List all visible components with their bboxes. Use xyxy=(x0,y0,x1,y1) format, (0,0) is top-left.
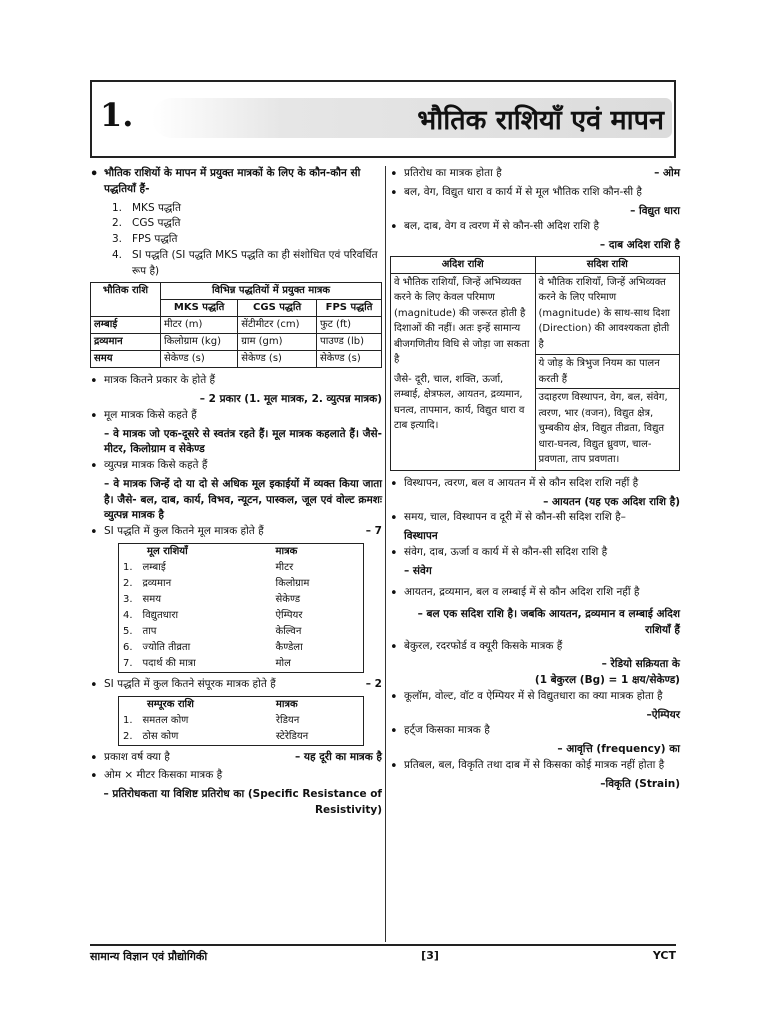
row-number: 7. xyxy=(123,657,133,669)
left-column xyxy=(90,166,382,819)
question-text: • प्रतिरोध का मात्रक होता है xyxy=(404,167,502,179)
table-cell: समतल कोण xyxy=(142,714,189,726)
question: • संवेग, दाब, ऊर्जा व कार्य में से कौन-सी सदिश राशि है xyxy=(390,545,680,561)
table-row xyxy=(119,576,364,592)
list-text: FPS पद्धति xyxy=(132,233,178,245)
page-number: [3] xyxy=(421,949,439,962)
question xyxy=(390,166,680,182)
table-row xyxy=(91,351,382,368)
table-header: CGS पद्धति xyxy=(238,300,317,317)
question: • विस्थापन, त्वरण, बल व आयतन में से कौन सदिश राशि नहीं है xyxy=(390,476,680,492)
table-cell: समय xyxy=(142,593,162,605)
table-cell xyxy=(535,273,680,470)
table-cell: किलोग्राम xyxy=(275,577,310,589)
question: • हर्ट्ज किसका मात्रक है xyxy=(390,723,680,739)
scalar-vector-table xyxy=(390,256,680,471)
table-cell: स्टेरेडियन xyxy=(275,730,309,742)
unit-systems-table xyxy=(90,282,382,368)
answer: – आयतन (यह एक अदिश राशि है) xyxy=(543,495,680,508)
table-cell: किलोग्राम (kg) xyxy=(161,334,238,351)
page-footer xyxy=(90,944,676,964)
row-number: 1. xyxy=(123,714,133,726)
list-number: 2. xyxy=(112,217,123,230)
answer: –ऐम्पियर xyxy=(646,708,680,721)
question: • मात्रक कितने प्रकार के होते हैं xyxy=(90,373,382,389)
question: • समय, चाल, विस्थापन व दूरी में से कौन-सी सदिश राशि है– xyxy=(390,510,680,526)
answer: – दाब अदिश राशि है xyxy=(599,239,680,251)
scalar-examples: जैसे- दूरी, चाल, शक्ति, ऊर्जा, लम्बाई, क्षेत्रफल, आयतन, द्रव्यमान, घनत्व, तापमान, कार्य, विद्युत धारा व टाब इत्यादि। xyxy=(394,373,525,432)
table-cell: सेंटीमीटर (cm) xyxy=(238,317,317,334)
list-text: CGS पद्धति xyxy=(132,217,181,230)
table-cell: मीटर xyxy=(275,561,294,573)
question-text: • प्रकाश वर्ष क्या है xyxy=(104,750,170,763)
list-text: MKS पद्धति xyxy=(132,201,182,214)
table-cell xyxy=(391,273,536,470)
table-cell: लम्बाई xyxy=(142,561,166,573)
list-item xyxy=(112,248,382,280)
table-cell: ऐम्पियर xyxy=(275,609,303,621)
question: • व्युत्पन्न मात्रक किसे कहते हैं xyxy=(90,458,382,474)
answer: – वे मात्रक जिन्हें दो या दो से अधिक मूल इकाईयों में व्यक्त किया जाता है। जैसे- बल, दाब, कार्य, विभव, न्यूटन, पास्कल, जूल एवं वोल्ट क्रमशः व्युत्पन्न मात्रक है xyxy=(104,477,382,522)
answer-note: (1 बेकुरल (Bg) = 1 क्षय/सेकेण्ड) xyxy=(534,674,680,686)
table-cell: लम्बाई xyxy=(91,317,161,334)
row-number: 2. xyxy=(123,577,133,589)
question: • आयतन, द्रव्यमान, बल व लम्बाई में से कौन अदिश राशि नहीं है xyxy=(390,585,680,601)
table-header: विभिन्न पद्धतियों में प्रयुक्त मात्रक xyxy=(161,283,382,300)
list-item xyxy=(112,201,382,217)
answer: – संवेग xyxy=(404,564,432,577)
row-number: 6. xyxy=(123,641,133,653)
list-number: 4. xyxy=(112,248,123,261)
row-number: 4. xyxy=(123,609,133,621)
base-quantities-table xyxy=(118,543,364,673)
table-cell: समय xyxy=(91,351,161,368)
table-cell: ग्राम (gm) xyxy=(238,334,317,351)
table-row xyxy=(119,729,364,746)
table-cell: सेकेण्ड (s) xyxy=(161,351,238,368)
row-number: 3. xyxy=(123,593,133,605)
question xyxy=(90,524,382,540)
table-row xyxy=(119,640,364,656)
table-cell: द्रव्यमान xyxy=(142,577,172,589)
list-number: 3. xyxy=(112,233,123,245)
question: • बल, दाब, वेग व त्वरण में से कौन-सी अदिश राशि है xyxy=(390,219,680,235)
chapter-header xyxy=(90,80,676,158)
answer: – यह दूरी का मात्रक है xyxy=(295,750,382,763)
table-cell: ताप xyxy=(142,625,157,637)
table-header: अदिश राशि xyxy=(391,256,536,273)
table-row xyxy=(119,656,364,673)
table-header: मूल राशियाँ xyxy=(147,545,188,557)
chapter-number: 1. xyxy=(100,96,134,134)
column-divider xyxy=(385,166,386,942)
question: • प्रतिबल, बल, विकृति तथा दाब में से किसका कोई मात्रक नहीं होता है xyxy=(390,758,680,774)
table-row xyxy=(119,624,364,640)
table-cell: सेकेण्ड (s) xyxy=(238,351,317,368)
footer-book-title: सामान्य विज्ञान एवं प्रौद्योगिकी xyxy=(90,950,208,963)
list-text: SI पद्धति (SI पद्धति MKS पद्धति का ही संशोधित एवं परिवर्धित रूप है) xyxy=(132,248,378,277)
table-header: सम्पूरक राशि xyxy=(147,698,194,710)
chapter-title: भौतिक राशियाँ एवं मापन xyxy=(417,105,664,136)
publisher: YCT xyxy=(652,949,676,962)
table-header: मात्रक xyxy=(275,545,298,557)
question-text: • SI पद्धति में कुल कितने संपूरक मात्रक होते हैं xyxy=(104,677,276,690)
row-number: 1. xyxy=(123,561,133,573)
table-cell: द्रव्यमान xyxy=(91,334,161,351)
question: • ओम × मीटर किसका मात्रक है xyxy=(90,768,382,784)
list-item xyxy=(112,216,382,232)
answer: – वे मात्रक जो एक-दूसरे से स्वतंत्र रहते हैं। मूल मात्रक कहलाते हैं। जैसे- मीटर, किलोग्राम व सेकेण्ड xyxy=(104,427,382,456)
systems-list xyxy=(90,201,382,280)
table-cell: ज्योति तीव्रता xyxy=(142,641,191,653)
table-cell: पदार्थ की मात्रा xyxy=(142,657,196,669)
question-text: • SI पद्धति में कुल कितने मूल मात्रक होते हैं xyxy=(104,525,264,537)
answer: – रेडियो सक्रियता के xyxy=(601,658,680,671)
table-cell: मोल xyxy=(275,657,291,669)
table-cell: सेकेण्ड xyxy=(275,593,301,605)
question: • भौतिक राशियों के मापन में प्रयुक्त मात्रकों के लिए के कौन-कौन सी पद्धतियाँ हैं- xyxy=(90,166,382,198)
table-header: भौतिक राशि xyxy=(91,283,161,317)
list-number: 1. xyxy=(112,201,123,214)
table-cell: पाउण्ड (lb) xyxy=(317,334,382,351)
list-item xyxy=(112,232,382,248)
table-row xyxy=(119,608,364,624)
table-cell: सेकेण्ड (s) xyxy=(317,351,382,368)
table-cell: ठोस कोण xyxy=(142,730,179,742)
table-header: FPS पद्धति xyxy=(317,300,382,317)
answer: – आवृत्ति (frequency) का xyxy=(557,743,680,755)
vector-rule: ये जोड़ के त्रिभुज नियम का पालन करती हैं xyxy=(536,354,680,388)
table-header: सदिश राशि xyxy=(535,256,680,273)
table-cell: केल्विन xyxy=(275,625,302,637)
table-header: MKS पद्धति xyxy=(161,300,238,317)
table-cell: विद्युतधारा xyxy=(142,609,179,621)
table-cell: मीटर (m) xyxy=(161,317,238,334)
scalar-definition: वे भौतिक राशियाँ, जिन्हें अभिव्यक्त करने के लिए केवल परिमाण (magnitude) की जरूरत होती है दिशाओं की नहीं। अतः इन्हें सामान्य बीजगणितीय विधि से जोड़ा जा सकता है xyxy=(394,276,530,366)
table-cell: फुट (ft) xyxy=(317,317,382,334)
question xyxy=(90,750,382,766)
table-row xyxy=(119,592,364,608)
answer: विस्थापन xyxy=(404,530,438,542)
answer: – प्रतिरोधकता या विशिष्ट प्रतिरोध का (Specific Resistance of Resistivity) xyxy=(103,788,382,816)
question: • बल, वेग, विद्युत धारा व कार्य में से मूल भौतिक राशि कौन-सी है xyxy=(390,185,680,201)
answer: – बल एक सदिश राशि है। जबकि आयतन, द्रव्यमान व लम्बाई अदिश राशियाँ हैं xyxy=(417,608,680,636)
table-cell: कैण्डेला xyxy=(275,641,303,653)
table-row xyxy=(119,560,364,576)
answer: –विकृति (Strain) xyxy=(600,777,680,790)
question: • कूलॉम, वोल्ट, वॉट व ऐम्पियर में से विद्युतधारा का क्या मात्रक होता है xyxy=(390,689,680,705)
question xyxy=(90,677,382,693)
table-header: मात्रक xyxy=(275,698,298,710)
table-row xyxy=(91,334,382,351)
answer: – 7 xyxy=(365,525,382,537)
answer: – ओम xyxy=(654,167,680,179)
table-row xyxy=(91,317,382,334)
vector-definition: वे भौतिक राशियाँ, जिन्हें अभिव्यक्त करने के लिए परिमाण (magnitude) के साथ-साथ दिशा (Direction) की आवश्यकता होती है xyxy=(538,276,670,350)
answer: – 2 प्रकार (1. मूल मात्रक, 2. व्युत्पन्न मात्रक) xyxy=(199,393,382,405)
table-cell: रेडियन xyxy=(275,714,300,726)
row-number: 2. xyxy=(123,730,133,742)
table-row xyxy=(119,713,364,729)
vector-examples: उदाहरण विस्थापन, वेग, बल, संवेग, त्वरण, भार (वजन), विद्युत क्षेत्र, चुम्बकीय क्षेत्र, विद्युत तीव्रता, विद्युत धारा-घनत्व, विद्युत ध्रुवण, चाल-प्रवणता, ताप प्रवणता। xyxy=(536,388,680,469)
supplementary-table xyxy=(118,696,364,746)
answer: – 2 xyxy=(365,677,382,690)
question: • बेकुरल, रदरफोर्ड व क्यूरी किसके मात्रक हैं xyxy=(390,639,680,655)
answer: – विद्युत धारा xyxy=(630,204,680,217)
question: • मूल मात्रक किसे कहते हैं xyxy=(90,408,382,424)
right-column xyxy=(390,166,680,792)
row-number: 5. xyxy=(123,625,133,637)
